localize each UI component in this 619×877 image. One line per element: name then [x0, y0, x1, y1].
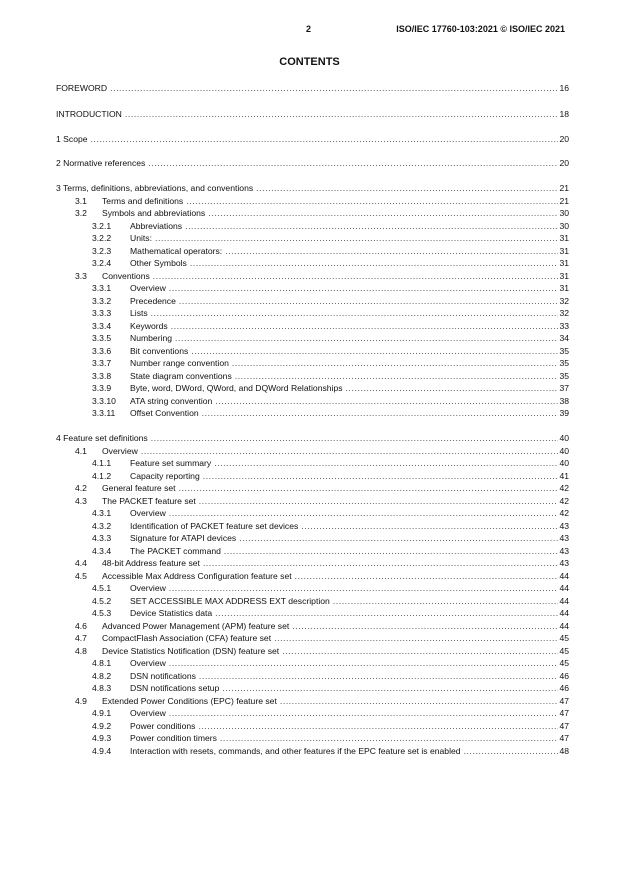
- toc-entry-number: 4.3.1: [92, 508, 112, 518]
- dot-leader: [232, 357, 559, 369]
- toc-entry-page: 43: [559, 520, 569, 531]
- toc-entry-number: 4.3.3: [92, 533, 112, 543]
- dot-leader: [256, 182, 558, 194]
- toc-entry[interactable]: [56, 270, 569, 282]
- toc-entry-title: Lists: [130, 308, 148, 318]
- toc-entry[interactable]: [56, 682, 569, 694]
- toc-entry-number: 3.2.4: [92, 258, 112, 268]
- dot-leader: [169, 282, 559, 294]
- dot-leader: [203, 470, 559, 482]
- toc-entry[interactable]: [56, 670, 569, 682]
- toc-entry-number: 3: [56, 183, 61, 193]
- toc-entry-title: Conventions: [102, 270, 150, 281]
- toc-entry[interactable]: [56, 695, 569, 707]
- toc-entry-number: 3.3.2: [92, 295, 112, 306]
- toc-entry-title: [56, 432, 148, 444]
- toc-entry-page: 30: [559, 220, 569, 231]
- dot-leader: [191, 345, 558, 357]
- toc-entry[interactable]: [56, 520, 569, 532]
- toc-entry-number: 3.2.2: [92, 233, 112, 243]
- toc-entry[interactable]: [56, 220, 569, 232]
- dot-leader: [175, 332, 558, 344]
- toc-entry-title: Offset Convention: [130, 408, 199, 418]
- toc-entry[interactable]: [56, 432, 569, 444]
- toc-entry[interactable]: [56, 382, 569, 394]
- toc-entry-number: 4.4: [75, 558, 87, 568]
- dot-leader: [199, 670, 559, 682]
- toc-entry-title: Overview: [130, 583, 166, 593]
- toc-entry-page: 47: [559, 708, 569, 718]
- toc-entry-page: 45: [559, 658, 569, 668]
- toc-entry-title: Precedence: [130, 295, 176, 306]
- toc-entry-number: 4: [56, 433, 61, 443]
- toc-entry-title: Capacity reporting: [130, 470, 200, 481]
- toc-entry-title: Number range convention: [130, 358, 229, 368]
- toc-entry[interactable]: [56, 532, 569, 544]
- toc-entry-page: 20: [559, 158, 569, 168]
- dot-leader: [179, 295, 559, 307]
- toc-entry-number: 3.3.6: [92, 345, 112, 356]
- dot-leader: [169, 582, 559, 594]
- toc-entry[interactable]: [56, 707, 569, 719]
- toc-entry-number: 4.7: [75, 633, 87, 643]
- toc-entry-number: 4.5.2: [92, 595, 112, 606]
- toc-entry-page: 34: [559, 333, 569, 343]
- toc-entry-title: Device Statistics data: [130, 608, 213, 618]
- toc-entry-number: 4.8.1: [92, 658, 112, 668]
- toc-entry[interactable]: [56, 620, 569, 632]
- toc-entry[interactable]: [56, 745, 569, 757]
- toc-entry-page: 44: [559, 608, 569, 618]
- toc-entry-page: 40: [559, 433, 569, 443]
- page-title: CONTENTS: [279, 56, 340, 68]
- toc-entry-page: 33: [559, 320, 569, 331]
- toc-entry-title: DSN notifications: [130, 670, 196, 681]
- toc-entry-page: 47: [559, 720, 569, 731]
- toc-entry-title: Abbreviations: [130, 220, 183, 231]
- dot-leader: [169, 707, 559, 719]
- toc-entry[interactable]: [56, 582, 569, 594]
- toc-entry-number: 4.8.2: [92, 670, 112, 681]
- dot-leader: [151, 307, 559, 319]
- toc-entry-page: 44: [559, 595, 569, 606]
- toc-entry-title: Units:: [130, 233, 152, 243]
- toc-entry-title: Interaction with resets, commands, and other features if the EPC feature set is enabled: [130, 745, 461, 756]
- toc-entry-title: Signature for ATAPI devices: [130, 533, 237, 543]
- dot-leader: [280, 695, 559, 707]
- toc-entry[interactable]: [56, 133, 569, 145]
- toc-entry-page: 31: [559, 233, 569, 243]
- dot-leader: [151, 432, 559, 444]
- toc-entry-page: 37: [559, 383, 569, 393]
- toc-entry[interactable]: [56, 470, 569, 482]
- toc-entry-title: Advanced Power Management (APM) feature set: [102, 620, 290, 631]
- toc-entry-number: 4.1.2: [92, 470, 112, 481]
- toc-entry-number: 4.9.2: [92, 720, 112, 731]
- toc-entry-number: 3.2: [75, 208, 87, 218]
- toc-entry-number: 3.3.7: [92, 358, 112, 368]
- toc-entry[interactable]: [56, 307, 569, 319]
- dot-leader: [199, 495, 559, 507]
- toc-entry-page: 35: [559, 345, 569, 356]
- toc-entry-title: Identification of PACKET feature set devices: [130, 520, 299, 531]
- toc-entry-title: General feature set: [102, 483, 176, 493]
- toc-entry-title: The PACKET command: [130, 545, 221, 556]
- toc-entry-number: 4.5: [75, 570, 87, 581]
- toc-entry[interactable]: [56, 207, 569, 219]
- toc-entry[interactable]: [56, 732, 569, 744]
- toc-entry-title: Overview: [130, 283, 166, 293]
- dot-leader: [198, 720, 558, 732]
- toc-entry-title: CompactFlash Association (CFA) feature set: [102, 633, 272, 643]
- toc-entry-title: The PACKET feature set: [102, 495, 196, 506]
- toc-entry-page: 45: [559, 645, 569, 656]
- toc-entry-title: Overview: [130, 658, 166, 668]
- toc-entry-page: 35: [559, 370, 569, 381]
- toc-entry-number: 4.9.1: [92, 708, 112, 718]
- dot-leader: [141, 445, 559, 457]
- toc-entry[interactable]: [56, 370, 569, 382]
- toc-entry-page: 44: [559, 583, 569, 593]
- toc-entry-text: Normative references: [63, 158, 146, 168]
- toc-entry-title: Overview: [130, 708, 166, 718]
- toc-entry[interactable]: [56, 320, 569, 332]
- dot-leader: [186, 195, 558, 207]
- toc-entry-number: 3.1: [75, 195, 87, 206]
- toc-entry[interactable]: [56, 108, 569, 120]
- toc-entry-page: 48: [559, 745, 569, 756]
- toc-entry-number: 4.3.4: [92, 545, 112, 556]
- toc-entry-number: 4.8: [75, 645, 87, 656]
- toc-entry-page: 43: [559, 533, 569, 543]
- toc-entry-number: 4.1: [75, 445, 87, 456]
- dot-leader: [148, 157, 558, 169]
- toc-entry-number: 4.9.3: [92, 733, 112, 743]
- toc-entry[interactable]: [56, 82, 569, 94]
- toc-entry-page: 16: [559, 83, 569, 93]
- toc-entry[interactable]: [56, 645, 569, 657]
- toc-entry-page: 40: [559, 445, 569, 456]
- toc-entry[interactable]: [56, 457, 569, 469]
- toc-entry-number: 3.3.10: [92, 395, 116, 406]
- toc-entry-page: 31: [559, 270, 569, 281]
- toc-entry-page: 47: [559, 695, 569, 706]
- toc-entry-page: 32: [559, 308, 569, 318]
- dot-leader: [190, 257, 559, 269]
- dot-leader: [239, 532, 558, 544]
- toc-entry-number: 3.3.8: [92, 370, 112, 381]
- toc-entry-page: 46: [559, 670, 569, 681]
- toc-entry[interactable]: [56, 357, 569, 369]
- toc-entry[interactable]: [56, 282, 569, 294]
- toc-entry-title: Device Statistics Notification (DSN) feature set: [102, 645, 280, 656]
- toc-entry-page: 43: [559, 558, 569, 568]
- dot-leader: [110, 82, 558, 94]
- toc-entry-title: Power conditions: [130, 720, 196, 731]
- toc-entry[interactable]: [56, 232, 569, 244]
- toc-entry[interactable]: [56, 607, 569, 619]
- dot-leader: [235, 370, 559, 382]
- toc-entry-page: 41: [559, 470, 569, 481]
- dot-leader: [125, 108, 559, 120]
- toc-entry-number: 3.3.3: [92, 308, 112, 318]
- toc-entry-number: 4.3: [75, 495, 87, 506]
- dot-leader: [295, 570, 559, 582]
- toc-entry[interactable]: [56, 495, 569, 507]
- toc-entry-title: Feature set summary: [130, 458, 212, 468]
- toc-entry[interactable]: [56, 545, 569, 557]
- toc-entry-title: Mathematical operators:: [130, 245, 223, 256]
- toc-entry-number: 1: [56, 134, 61, 144]
- toc-entry[interactable]: [56, 182, 569, 194]
- toc-entry[interactable]: [56, 482, 569, 494]
- dot-leader: [171, 320, 559, 332]
- toc-entry-page: 44: [559, 570, 569, 581]
- toc-entry-page: 21: [559, 183, 569, 193]
- toc-entry-title: [56, 157, 145, 169]
- dot-leader: [169, 657, 559, 669]
- dot-leader: [202, 407, 559, 419]
- dot-leader: [185, 220, 558, 232]
- toc-entry-title: Power condition timers: [130, 733, 217, 743]
- toc-entry-title: INTRODUCTION: [56, 109, 122, 119]
- toc-entry-title: Accessible Max Address Configuration feature set: [102, 570, 292, 581]
- toc-entry[interactable]: [56, 407, 569, 419]
- toc-entry[interactable]: [56, 557, 569, 569]
- toc-entry-title: State diagram conventions: [130, 370, 232, 381]
- toc-entry-page: 38: [559, 395, 569, 406]
- toc-entry-page: 47: [559, 733, 569, 743]
- dot-leader: [169, 507, 559, 519]
- toc-entry[interactable]: [56, 720, 569, 732]
- dot-leader: [214, 457, 558, 469]
- toc-entry-page: 42: [559, 483, 569, 493]
- toc-entry-page: 31: [559, 258, 569, 268]
- toc-entry-page: 40: [559, 458, 569, 468]
- toc-entry-page: 31: [559, 283, 569, 293]
- dot-leader: [155, 232, 558, 244]
- toc-entry-number: 3.2.1: [92, 220, 112, 231]
- toc-entry-title: Numbering: [130, 333, 173, 343]
- toc-entry[interactable]: [56, 332, 569, 344]
- toc-entry[interactable]: [56, 395, 569, 407]
- toc-entry-number: 3.2.3: [92, 245, 112, 256]
- toc-entry-page: 30: [559, 208, 569, 218]
- toc-entry-text: Terms, definitions, abbreviations, and conventions: [63, 183, 254, 193]
- toc-entry-number: 3.3.9: [92, 383, 112, 393]
- toc-entry-text: Feature set definitions: [63, 433, 148, 443]
- toc-entry[interactable]: [56, 445, 569, 457]
- toc-entry-title: Byte, word, DWord, QWord, and DQWord Relationships: [130, 383, 343, 393]
- dot-leader: [225, 245, 558, 257]
- toc-entry[interactable]: [56, 570, 569, 582]
- toc-entry-title: DSN notifications setup: [130, 683, 220, 693]
- toc-entry-page: 45: [559, 633, 569, 643]
- toc-entry[interactable]: [56, 245, 569, 257]
- toc-entry-number: 4.1.1: [92, 458, 112, 468]
- toc-entry-number: 2: [56, 158, 61, 168]
- dot-leader: [208, 207, 558, 219]
- dot-leader: [203, 557, 559, 569]
- toc-entry[interactable]: [56, 295, 569, 307]
- dot-leader: [301, 520, 558, 532]
- toc-entry-number: 3.3.5: [92, 333, 112, 343]
- dot-leader: [333, 595, 559, 607]
- dot-leader: [215, 607, 558, 619]
- toc-entry[interactable]: [56, 657, 569, 669]
- toc-entry-title: FOREWORD: [56, 83, 108, 93]
- toc-entry-title: 48-bit Address feature set: [102, 558, 200, 568]
- toc-entry-number: 4.5.3: [92, 608, 112, 618]
- dot-leader: [153, 270, 559, 282]
- toc-entry[interactable]: [56, 632, 569, 644]
- dot-leader: [282, 645, 558, 657]
- dot-leader: [292, 620, 558, 632]
- toc-entry-title: Terms and definitions: [102, 195, 184, 206]
- toc-entry-title: Overview: [102, 445, 138, 456]
- toc-entry-page: 42: [559, 495, 569, 506]
- dot-leader: [215, 395, 558, 407]
- toc-entry-number: 3.3.4: [92, 320, 112, 331]
- toc-entry-title: ATA string convention: [130, 395, 213, 406]
- toc-entry[interactable]: [56, 345, 569, 357]
- dot-leader: [179, 482, 559, 494]
- dot-leader: [346, 382, 559, 394]
- toc-entry[interactable]: [56, 595, 569, 607]
- toc-entry-page: 44: [559, 620, 569, 631]
- toc-entry-number: 4.8.3: [92, 683, 112, 693]
- toc-entry-number: 3.3.1: [92, 283, 112, 293]
- toc-entry-page: 43: [559, 545, 569, 556]
- toc-entry-title: Bit conventions: [130, 345, 189, 356]
- toc-entry-number: 4.9: [75, 695, 87, 706]
- dot-leader: [222, 682, 558, 694]
- toc-entry-number: 4.5.1: [92, 583, 112, 593]
- document-id: ISO/IEC 17760-103:2021 © ISO/IEC 2021: [396, 24, 565, 34]
- page-number: 2: [306, 24, 312, 34]
- toc-entry-page: 35: [559, 358, 569, 368]
- toc-entry-number: 4.9.4: [92, 745, 112, 756]
- dot-leader: [224, 545, 559, 557]
- toc-entry-page: 20: [559, 134, 569, 144]
- toc-entry-page: 21: [559, 195, 569, 206]
- toc-entry-title: Overview: [130, 508, 166, 518]
- dot-leader: [464, 745, 559, 757]
- dot-leader: [220, 732, 559, 744]
- toc-entry-title: SET ACCESSIBLE MAX ADDRESS EXT description: [130, 595, 330, 606]
- toc-entry-page: 46: [559, 683, 569, 693]
- toc-entry-text: Scope: [63, 134, 88, 144]
- toc-entry-page: 18: [559, 109, 569, 119]
- toc-entry-title: Keywords: [130, 320, 168, 331]
- toc-entry[interactable]: [56, 507, 569, 519]
- toc-entry-number: 4.3.2: [92, 520, 112, 531]
- toc-entry[interactable]: [56, 257, 569, 269]
- toc-entry-title: [56, 182, 253, 194]
- toc-entry[interactable]: [56, 157, 569, 169]
- toc-entry-page: 42: [559, 508, 569, 518]
- dot-leader: [91, 133, 559, 145]
- toc-entry-page: 31: [559, 245, 569, 256]
- toc-entry-number: 4.2: [75, 483, 87, 493]
- toc-entry-number: 3.3.11: [92, 408, 116, 418]
- dot-leader: [274, 632, 558, 644]
- toc-entry[interactable]: [56, 195, 569, 207]
- toc-entry-title: Extended Power Conditions (EPC) feature set: [102, 695, 277, 706]
- toc-entry-title: Symbols and abbreviations: [102, 208, 206, 218]
- toc-entry-number: 3.3: [75, 270, 87, 281]
- toc-entry-title: [56, 133, 88, 145]
- toc-entry-title: Other Symbols: [130, 258, 187, 268]
- toc-entry-page: 39: [559, 408, 569, 418]
- toc-entry-number: 4.6: [75, 620, 87, 631]
- toc-entry-page: 32: [559, 295, 569, 306]
